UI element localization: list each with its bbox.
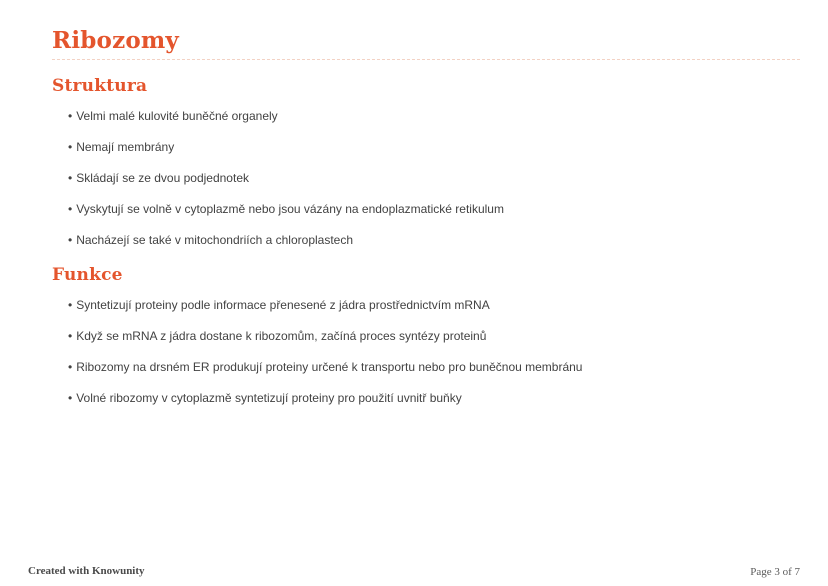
bullet-list-funkce	[68, 298, 800, 406]
section-struktura	[52, 75, 800, 248]
bullet-text: Skládají se ze dvou podjednotek	[76, 171, 249, 185]
bullet-item	[68, 140, 800, 155]
bullet-text: Nacházejí se také v mitochondriích a chloroplastech	[76, 233, 354, 247]
bullet-item	[68, 233, 800, 248]
bullet-text: Když se mRNA z jádra dostane k ribozomům, začíná proces syntézy proteinů	[76, 329, 487, 343]
bullet-item	[68, 391, 800, 406]
bullet-text: Velmi malé kulovité buněčné organely	[76, 109, 278, 123]
bullet-list-struktura	[68, 109, 800, 248]
page-title: Ribozomy	[52, 27, 179, 54]
title-divider	[52, 59, 800, 60]
bullet-marker: •	[68, 329, 73, 343]
bullet-item	[68, 171, 800, 186]
bullet-marker: •	[68, 298, 73, 312]
bullet-item	[68, 298, 800, 313]
bullet-text: Vyskytují se volně v cytoplazmě nebo jsou vázány na endoplazmatické retikulum	[76, 202, 504, 216]
bullet-item	[68, 329, 800, 344]
bullet-item	[68, 109, 800, 124]
footer-credit: Created with Knowunity	[28, 565, 145, 577]
section-heading-struktura: Struktura	[52, 76, 148, 96]
bullet-text: Volné ribozomy v cytoplazmě syntetizují proteiny pro použití uvnitř buňky	[76, 391, 462, 405]
bullet-marker: •	[68, 233, 73, 247]
footer-page-number: Page 3 of 7	[750, 566, 800, 578]
bullet-text: Nemají membrány	[76, 140, 175, 154]
bullet-text: Ribozomy na drsném ER produkují proteiny určené k transportu nebo pro buněčnou membránu	[76, 360, 583, 374]
bullet-marker: •	[68, 360, 73, 374]
bullet-marker: •	[68, 140, 73, 154]
section-heading-funkce: Funkce	[52, 265, 123, 285]
bullet-marker: •	[68, 109, 73, 123]
bullet-marker: •	[68, 202, 73, 216]
bullet-text: Syntetizují proteiny podle informace přenesené z jádra prostřednictvím mRNA	[76, 298, 490, 312]
bullet-item	[68, 202, 800, 217]
bullet-marker: •	[68, 391, 73, 405]
section-funkce	[52, 264, 800, 406]
bullet-item	[68, 360, 800, 375]
bullet-marker: •	[68, 171, 73, 185]
